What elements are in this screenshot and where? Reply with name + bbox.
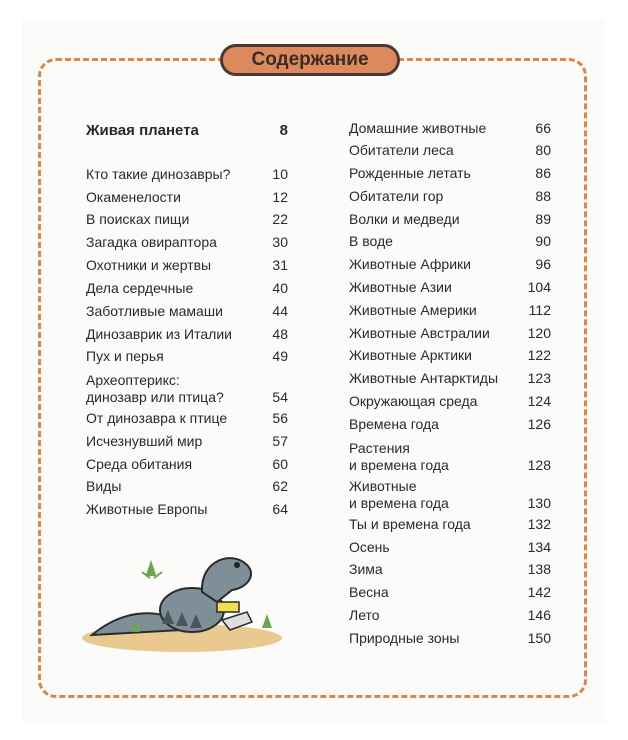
toc-entry <box>349 165 551 182</box>
toc-entry-page: 130 <box>527 495 551 511</box>
toc-entry <box>349 393 551 410</box>
toc-entry-page: 89 <box>535 211 551 227</box>
toc-entry <box>86 501 288 518</box>
toc-entry <box>349 561 551 578</box>
toc-entry-title: Зима <box>349 561 383 577</box>
toc-entry-page: 90 <box>535 233 551 249</box>
toc-entry <box>86 303 288 320</box>
page-title: Содержание <box>220 44 400 76</box>
toc-entry-page: 86 <box>535 165 551 181</box>
toc-entry <box>86 456 288 473</box>
toc-entry-page: 57 <box>272 433 288 449</box>
toc-entry-page: 88 <box>535 188 551 204</box>
toc-entry-title: В поисках пищи <box>86 211 190 227</box>
toc-entry-title: Дела сердечные <box>86 280 194 296</box>
toc-entry <box>86 280 288 297</box>
toc-entry-page: 30 <box>272 234 288 250</box>
toc-entry-title: Осень <box>349 539 390 555</box>
toc-entry-page: 96 <box>535 256 551 272</box>
toc-entry <box>349 302 551 319</box>
toc-entry-page: 60 <box>272 456 288 472</box>
toc-entry-page: 66 <box>535 120 551 136</box>
toc-entry-page: 120 <box>527 325 551 341</box>
toc-entry <box>86 257 288 274</box>
toc-entry-title: Рожденные летать <box>349 165 471 181</box>
toc-entry-page: 123 <box>527 370 551 386</box>
toc-entry-title: Археоптерикс: динозавр или птица? <box>86 372 224 405</box>
toc-entry <box>349 478 551 512</box>
toc-entry-title: Обитатели леса <box>349 142 454 158</box>
toc-entry <box>86 234 288 251</box>
toc-entry-page: 8 <box>279 122 288 139</box>
toc-entry-page: 12 <box>272 189 288 205</box>
toc-entry-page: 134 <box>527 539 551 555</box>
toc-entry-page: 54 <box>272 389 288 405</box>
toc-entry-page: 146 <box>527 607 551 623</box>
toc-entry-title: Животные Америки <box>349 302 477 318</box>
toc-entry <box>349 516 551 533</box>
toc-entry-title: Виды <box>86 478 122 494</box>
toc-entry-title: Загадка овираптора <box>86 234 217 250</box>
toc-entry-title: Ты и времена года <box>349 516 471 532</box>
toc-entry <box>86 478 288 495</box>
toc-entry-title: Живая планета <box>86 122 199 139</box>
toc-entry <box>349 347 551 364</box>
toc-entry <box>349 211 551 228</box>
toc-entry-page: 150 <box>527 630 551 646</box>
toc-entry-title: Исчезнувший мир <box>86 433 203 449</box>
toc-entry <box>349 416 551 433</box>
toc-entry-title: Животные и времена года <box>349 478 449 511</box>
toc-entry-title: Динозаврик из Италии <box>86 326 232 342</box>
toc-entry <box>349 142 551 159</box>
toc-entry-page: 132 <box>527 516 551 532</box>
dinosaur-illustration <box>72 540 302 655</box>
toc-entry-title: Заботливые мамаши <box>86 303 223 319</box>
toc-entry <box>349 279 551 296</box>
toc-entry-page: 40 <box>272 280 288 296</box>
toc-entry <box>349 256 551 273</box>
toc-entry-page: 10 <box>272 166 288 182</box>
toc-entry-page: 128 <box>527 457 551 473</box>
toc-entry <box>86 211 288 228</box>
toc-entry <box>349 120 551 137</box>
toc-entry-page: 104 <box>527 279 551 295</box>
toc-entry <box>86 189 288 206</box>
toc-entry-page: 31 <box>272 257 288 273</box>
toc-entry-page: 49 <box>272 348 288 364</box>
toc-entry-title: От динозавра к птице <box>86 410 228 426</box>
toc-entry-title: Лето <box>349 607 380 623</box>
toc-entry-page: 126 <box>527 416 551 432</box>
toc-entry-title: Животные Европы <box>86 501 208 517</box>
toc-entry-title: Волки и медведи <box>349 211 460 227</box>
toc-entry-title: Домашние животные <box>349 120 487 136</box>
toc-entry <box>86 433 288 450</box>
toc-entry <box>349 233 551 250</box>
toc-entry-page: 22 <box>272 211 288 227</box>
toc-entry-page: 48 <box>272 326 288 342</box>
toc-entry-page: 112 <box>528 302 551 318</box>
toc-entry <box>86 122 288 139</box>
toc-entry <box>349 607 551 624</box>
toc-entry-title: Животные Австралии <box>349 325 490 341</box>
toc-entry <box>349 539 551 556</box>
toc-entry-title: Среда обитания <box>86 456 193 472</box>
toc-entry-page: 80 <box>535 142 551 158</box>
toc-entry-title: Животные Антарктиды <box>349 370 499 386</box>
toc-entry-title: Животные Азии <box>349 279 452 295</box>
toc-entry-title: Окаменелости <box>86 189 181 205</box>
toc-entry-page: 122 <box>527 347 551 363</box>
toc-entry <box>349 188 551 205</box>
toc-entry-page: 44 <box>272 303 288 319</box>
toc-entry-page: 142 <box>527 584 551 600</box>
toc-entry-title: Охотники и жертвы <box>86 257 212 273</box>
toc-entry <box>86 410 288 427</box>
toc-entry <box>86 326 288 343</box>
toc-entry-title: В воде <box>349 233 393 249</box>
toc-entry <box>86 166 288 183</box>
toc-entry <box>86 348 288 365</box>
toc-entry-page: 56 <box>272 410 288 426</box>
toc-entry <box>86 372 288 406</box>
toc-entry-title: Растения и времена года <box>349 440 449 473</box>
toc-entry-page: 62 <box>272 478 288 494</box>
toc-entry-title: Весна <box>349 584 389 600</box>
toc-entry <box>349 325 551 342</box>
toc-entry-page: 64 <box>272 501 288 517</box>
toc-entry <box>349 630 551 647</box>
toc-entry <box>349 440 551 474</box>
toc-entry-title: Животные Арктики <box>349 347 472 363</box>
toc-entry <box>349 584 551 601</box>
toc-entry-title: Времена года <box>349 416 439 432</box>
toc-entry-page: 138 <box>527 561 551 577</box>
toc-entry-title: Кто такие динозавры? <box>86 166 231 182</box>
toc-entry-title: Природные зоны <box>349 630 460 646</box>
toc-entry-title: Животные Африки <box>349 256 471 272</box>
toc-entry-page: 124 <box>527 393 551 409</box>
toc-entry <box>349 370 551 387</box>
toc-entry-title: Пух и перья <box>86 348 164 364</box>
toc-entry-title: Обитатели гор <box>349 188 444 204</box>
toc-entry-title: Окружающая среда <box>349 393 478 409</box>
